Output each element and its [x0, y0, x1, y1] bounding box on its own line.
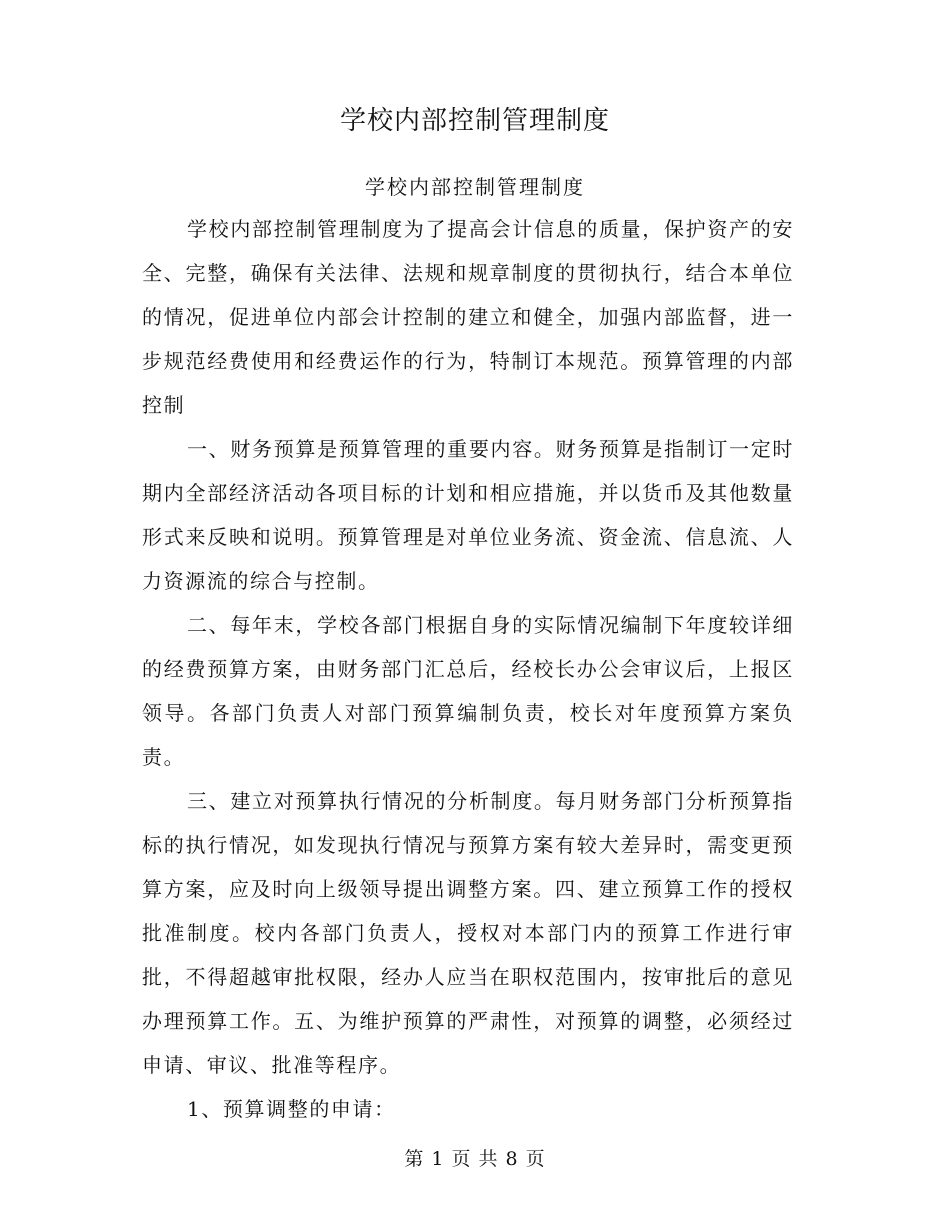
page-title: 学校内部控制管理制度: [339, 106, 610, 136]
paragraph-4: 1、预算调整的申请：: [187, 1097, 396, 1121]
document-subtitle: 学校内部控制管理制度: [365, 175, 585, 199]
paragraph-3: 三、建立对预算执行情况的分析制度。每月财务部门分析预算指标的执行情况，如发现执行情况与预算方案有较大差异时，需变更预算方案，应及时向上级领导提出调整方案。四、建立预算工作的授权批准制度。校内各部门负责人，授权对本部门内的预算工作进行审批，不得超越审批权限，经办人应当在职权范围内，按审批后的意见办理预算工作。五、为维护预算的严肃性，对预算的调整，必须经过申请、审议、批准等程序。: [142, 789, 794, 1077]
page-footer: 第 1 页 共 8 页: [404, 1148, 546, 1170]
paragraph-1: 一、财务预算是预算管理的重要内容。财务预算是指制订一定时期内全部经济活动各项目标的计划和相应措施，并以货币及其他数量形式来反映和说明。预算管理是对单位业务流、资金流、信息流、人力资源流的综合与控制。: [142, 437, 794, 593]
paragraph-2: 二、每年末，学校各部门根据自身的实际情况编制下年度较详细的经费预算方案，由财务部门汇总后，经校长办公会审议后，上报区领导。各部门负责人对部门预算编制负责，校长对年度预算方案负责。: [142, 613, 794, 769]
paragraph-intro: 学校内部控制管理制度为了提高会计信息的质量，保护资产的安全、完整，确保有关法律、法规和规章制度的贯彻执行，结合本单位的情况，促进单位内部会计控制的建立和健全，加强内部监督，进一步规范经费使用和经费运作的行为，特制订本规范。预算管理的内部控制: [142, 217, 794, 417]
document-body: [142, 207, 794, 1131]
